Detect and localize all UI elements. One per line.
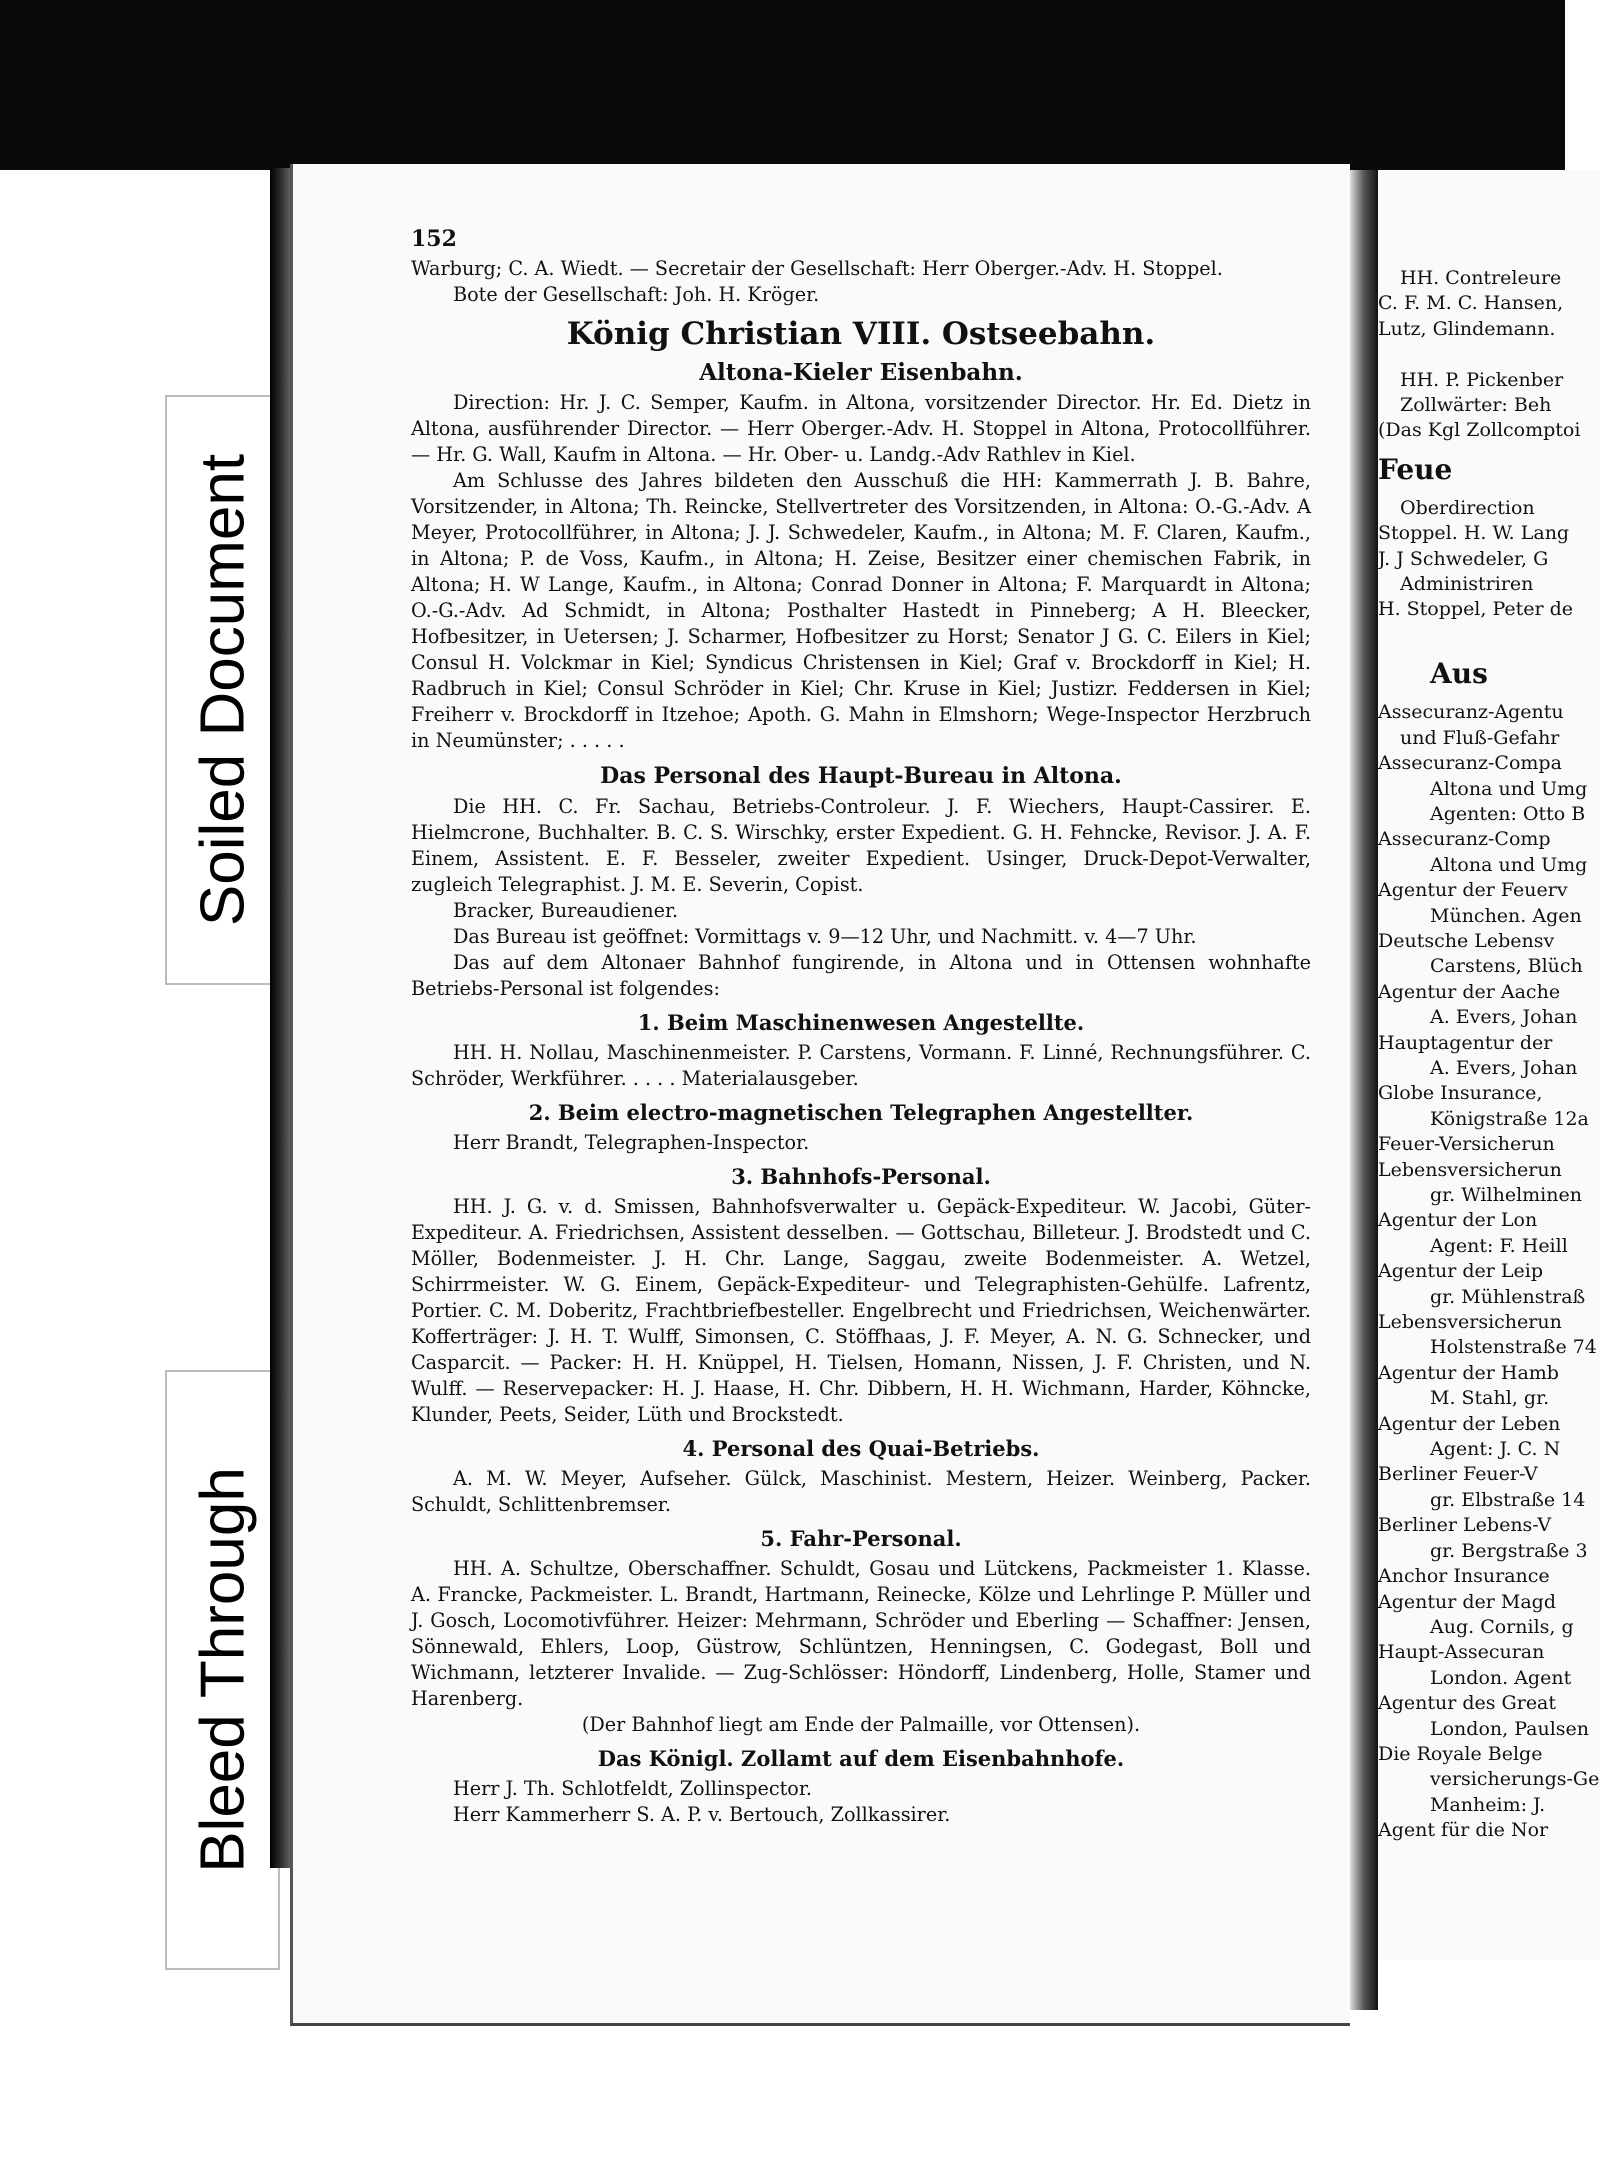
right-page-line: Aug. Cornils, g: [1430, 1615, 1574, 1638]
right-page-line: Agentur der Lon: [1378, 1209, 1538, 1232]
right-page-lines: [1378, 266, 1600, 1844]
book-gutter: [1350, 170, 1378, 2010]
zollamt-line-1: Herr J. Th. Schlotfeldt, Zollinspector.: [453, 1777, 813, 1800]
right-page-line: Agentur der Leip: [1378, 1260, 1543, 1283]
right-page-line: A. Evers, Johan: [1430, 1006, 1578, 1029]
right-page-line: Agentur der Feuerv: [1378, 879, 1568, 902]
ausschuss-paragraph: Am Schlusse des Jahres bildeten den Ausschuß die HH: Kammerrath J. B. Bahre, Vorsitzender, in Altona; Th. Reincke, Stellvertreter des Vorsitzenden, in Altona: O.-G.-Adv. A Meyer, Protocollführer, in Altona; J. J. Schwedeler, Kaufm., in Altona; M. F. Claren, Kaufm., in Altona; P. de Voss, Kaufm., in Altona; H. Zeise, Besitzer einer chemischen Fabrik, in Altona; H. W Lange, Kaufm., in Altona; Conrad Donner in Altona; F. Marquardt in Altona; O.-G.-Adv. Ad Schmidt, in Altona; Posthalter Hastedt in Pinneberg; A H. Bleecker, Hofbesitzer, in Uetersen; J. Scharmer, Hofbesitzer zu Horst; Senator J G. C. Eilers in Kiel; Consul H. Volckmar in Kiel; Syndicus Christensen in Kiel; Graf v. Brockdorff in Kiel; H. Radbruch in Kiel; Consul Schröder in Kiel; Chr. Kruse in Kiel; Justizr. Feddersen in Kiel; Freiherr v. Brockdorff in Itzehoe; Apoth. G. Mahn in Elmshorn; Wege-Inspector Herzbruch in Neumünster; . . . . .: [411, 469, 1311, 752]
right-page-line: Die Royale Belge: [1378, 1742, 1543, 1765]
left-page: [290, 164, 1350, 2026]
zollamt-line-2: Herr Kammerherr S. A. P. v. Bertouch, Zollkassirer.: [453, 1803, 951, 1826]
betriebs-intro: Das auf dem Altonaer Bahnhof fungirende, in Altona und in Ottensen wohnhafte Betriebs-Personal ist folgendes:: [411, 951, 1311, 1000]
right-page-line: gr. Bergstraße 3: [1430, 1539, 1588, 1562]
section-2-heading: 2. Beim electro-magnetischen Telegraphen Angestellter.: [528, 1100, 1194, 1125]
right-page-line: versicherungs-Ge: [1430, 1768, 1600, 1791]
bracker-line: Bracker, Bureaudiener.: [453, 899, 679, 922]
intro-line-1: Warburg; C. A. Wiedt. — Secretair der Gesellschaft: Herr Oberger.-Adv. H. Stoppel.: [411, 257, 1223, 280]
label-soiled-document-text: Soiled Document: [188, 453, 257, 927]
intro-line-2: Bote der Gesellschaft: Joh. H. Kröger.: [453, 283, 820, 306]
right-page-line: Globe Insurance,: [1378, 1082, 1543, 1105]
right-page-line: Berliner Lebens-V: [1378, 1514, 1552, 1537]
right-page-line: Administriren: [1400, 573, 1534, 596]
right-page-line: [1378, 623, 1600, 648]
right-page-line: Agent: F. Heill: [1430, 1234, 1568, 1257]
right-page-line: A. Evers, Johan: [1430, 1056, 1578, 1079]
section-1-heading: 1. Beim Maschinenwesen Angestellte.: [637, 1010, 1085, 1035]
right-page: [1378, 170, 1600, 1960]
right-page-line: Agent für die Nor: [1378, 1819, 1549, 1842]
section-3-heading: 3. Bahnhofs-Personal.: [731, 1164, 991, 1189]
right-page-line: J. J Schwedeler, G: [1378, 547, 1549, 570]
right-page-line: Assecuranz-Agentu: [1378, 701, 1564, 724]
right-page-line: Königstraße 12a: [1430, 1107, 1589, 1130]
right-page-line: [1378, 342, 1600, 367]
right-page-line: M. Stahl, gr.: [1430, 1387, 1550, 1410]
right-page-line: HH. Contreleure: [1400, 267, 1562, 289]
section-3-body: HH. J. G. v. d. Smissen, Bahnhofsverwalter u. Gepäck-Expediteur. W. Jacobi, Güter-Expediteur. A. Friedrichsen, Assistent desselben. — Gottschau, Billeteur. J. Brodstedt und C. Möller, Bodenmeister. J. H. Chr. Lange, Saggau, zweite Bodenmeister. A. Wetzel, Schirrmeister. W. G. Einem, Gepäck-Expediteur- und Telegraphisten-Gehülfe. Lafrentz, Portier. C. M. Doberitz, Frachtbriefbesteller. Engelbrecht und Friedrichsen, Weichenwärter. Kofferträger: J. H. T. Wulff, Simonsen, C. Stöffhaas, J. F. Meyer, A. N. G. Schnecker, und Casparcit. — Packer: H. H. Knüppel, H. Tielsen, Homann, Nissen, J. F. Christen, und N. Wulff. — Reservepacker: H. J. Haase, H. Chr. Dibbern, H. H. Wichmann, Harder, Köhncke, Klunder, Peets, Seider, Lüth und Brockstedt.: [411, 1195, 1311, 1426]
right-page-line: Assecuranz-Compa: [1378, 752, 1562, 775]
right-page-line: HH. P. Pickenber: [1400, 368, 1564, 391]
zollamt-heading: Das Königl. Zollamt auf dem Eisenbahnhofe.: [597, 1746, 1125, 1771]
right-page-line: Altona und Umg: [1430, 853, 1588, 876]
right-page-line: gr. Mühlenstraß: [1430, 1285, 1586, 1308]
bureau-hours: Das Bureau ist geöffnet: Vormittags v. 9—12 Uhr, und Nachmitt. v. 4—7 Uhr.: [453, 925, 1197, 948]
right-page-line: Carstens, Blüch: [1430, 955, 1583, 978]
right-page-line: Agenten: Otto B: [1430, 802, 1586, 825]
right-page-line: C. F. M. C. Hansen,: [1378, 292, 1564, 315]
section-1-body: HH. H. Nollau, Maschinenmeister. P. Carstens, Vormann. F. Linné, Rechnungsführer. C. Schröder, Werkführer. . . . . Materialausgeber.: [411, 1041, 1311, 1090]
right-page-line: Aus: [1430, 657, 1488, 691]
personal-heading: Das Personal des Haupt-Bureau in Altona.: [600, 763, 1122, 789]
right-page-line: Berliner Feuer-V: [1378, 1463, 1538, 1486]
right-page-line: London, Paulsen: [1430, 1717, 1590, 1740]
right-page-line: Manheim: J.: [1430, 1793, 1546, 1816]
page-number: 152: [411, 226, 457, 252]
right-page-line: gr. Elbstraße 14: [1430, 1488, 1586, 1511]
right-page-line: Deutsche Lebensv: [1378, 929, 1555, 952]
personal-paragraph: Die HH. C. Fr. Sachau, Betriebs-Controleur. J. F. Wiechers, Haupt-Cassirer. E. Hielmcrone, Buchhalter. B. C. S. Wirschky, erster Expedient. G. H. Fehncke, Revisor. J. A. F. Einem, Assistent. E. F. Besseler, zweiter Expedient. Usinger, Druck-Depot-Verwalter, zugleich Telegraphist. J. M. E. Severin, Copist.: [411, 795, 1311, 896]
right-page-line: Agentur der Magd: [1378, 1590, 1556, 1613]
right-page-line: H. Stoppel, Peter de: [1378, 598, 1574, 621]
right-page-line: Lebensversicherun: [1378, 1311, 1562, 1334]
right-page-line: Agentur der Leben: [1378, 1412, 1561, 1435]
label-bleed-through-text: Bleed Through: [188, 1467, 257, 1873]
section-5-body: HH. A. Schultze, Oberschaffner. Schuldt, Gosau und Lütckens, Packmeister 1. Klasse. A. Francke, Packmeister. L. Brandt, Hartmann, Reinecke, Kölze und Lehrlinge P. Müller und J. Gosch, Locomotivführer. Heizer: Mehrmann, Schröder und Eberling — Schaffner: Jensen, Sönnewald, Ehlers, Loop, Güstrow, Schlüntzen, Henningsen, C. Godegast, Boll und Wichmann, letzterer Invalide. — Zug-Schlösser: Höndorff, Lindenberg, Holle, Stamer und Harenberg.: [411, 1557, 1311, 1710]
right-edge-strip: [1565, 0, 1600, 175]
section-2-body: Herr Brandt, Telegraphen-Inspector.: [453, 1131, 810, 1154]
bahnhof-note: (Der Bahnhof liegt am Ende der Palmaille, vor Ottensen).: [581, 1713, 1141, 1736]
label-bleed-through: [165, 1370, 280, 1970]
right-page-line: und Fluß-Gefahr: [1400, 726, 1560, 749]
right-page-line: Agentur der Hamb: [1378, 1361, 1559, 1384]
right-page-line: Lutz, Glindemann.: [1378, 317, 1556, 340]
right-page-line: Feuer-Versicherun: [1378, 1133, 1555, 1156]
page-subtitle: Altona-Kieler Eisenbahn.: [699, 359, 1023, 386]
right-page-line: gr. Wilhelminen: [1430, 1184, 1582, 1206]
right-page-line: Haupt-Assecuran: [1378, 1641, 1545, 1664]
bookmark-strip: [1290, 0, 1348, 175]
scan-background: [0, 0, 1600, 170]
right-page-line: Zollwärter: Beh: [1400, 394, 1552, 417]
right-page-line: London. Agent: [1430, 1666, 1572, 1689]
right-page-line: Agentur der Aache: [1378, 980, 1561, 1003]
right-page-line: Stoppel. H. W. Lang: [1378, 522, 1570, 545]
section-5-heading: 5. Fahr-Personal.: [760, 1526, 962, 1551]
section-4-heading: 4. Personal des Quai-Betriebs.: [682, 1436, 1040, 1461]
label-soiled-document: [165, 395, 280, 985]
right-page-line: Hauptagentur der: [1378, 1031, 1553, 1054]
right-page-line: Lebensversicherun: [1378, 1158, 1562, 1181]
right-page-line: Agentur des Great: [1378, 1692, 1557, 1715]
right-page-line: Anchor Insurance: [1378, 1565, 1550, 1588]
right-page-line: Oberdirection: [1400, 496, 1535, 519]
right-page-line: Holstenstraße 74: [1430, 1336, 1597, 1359]
page-title: König Christian VIII. Ostseebahn.: [566, 316, 1156, 352]
direction-paragraph: Direction: Hr. J. C. Semper, Kaufm. in Altona, vorsitzender Director. Hr. Ed. Dietz in Altona, ausführender Director. — Herr Oberger.-Adv. H. Stoppel in Altona, Protocollführer. — Hr. G. Wall, Kaufm in Altona. — Hr. Ober- u. Landg.-Adv Rathlev in Kiel.: [411, 391, 1311, 466]
right-page-line: Feue: [1378, 452, 1453, 486]
right-page-line: Agent: J. C. N: [1430, 1438, 1561, 1461]
right-page-line: Assecuranz-Comp: [1378, 828, 1551, 851]
right-page-line: München. Agen: [1430, 904, 1582, 927]
right-page-line: Altona und Umg: [1430, 777, 1588, 800]
page-content: [411, 256, 1311, 1828]
right-page-line: (Das Kgl Zollcomptoi: [1378, 419, 1581, 442]
section-4-body: A. M. W. Meyer, Aufseher. Gülck, Maschinist. Mestern, Heizer. Weinberg, Packer. Schuldt, Schlittenbremser.: [411, 1467, 1311, 1516]
